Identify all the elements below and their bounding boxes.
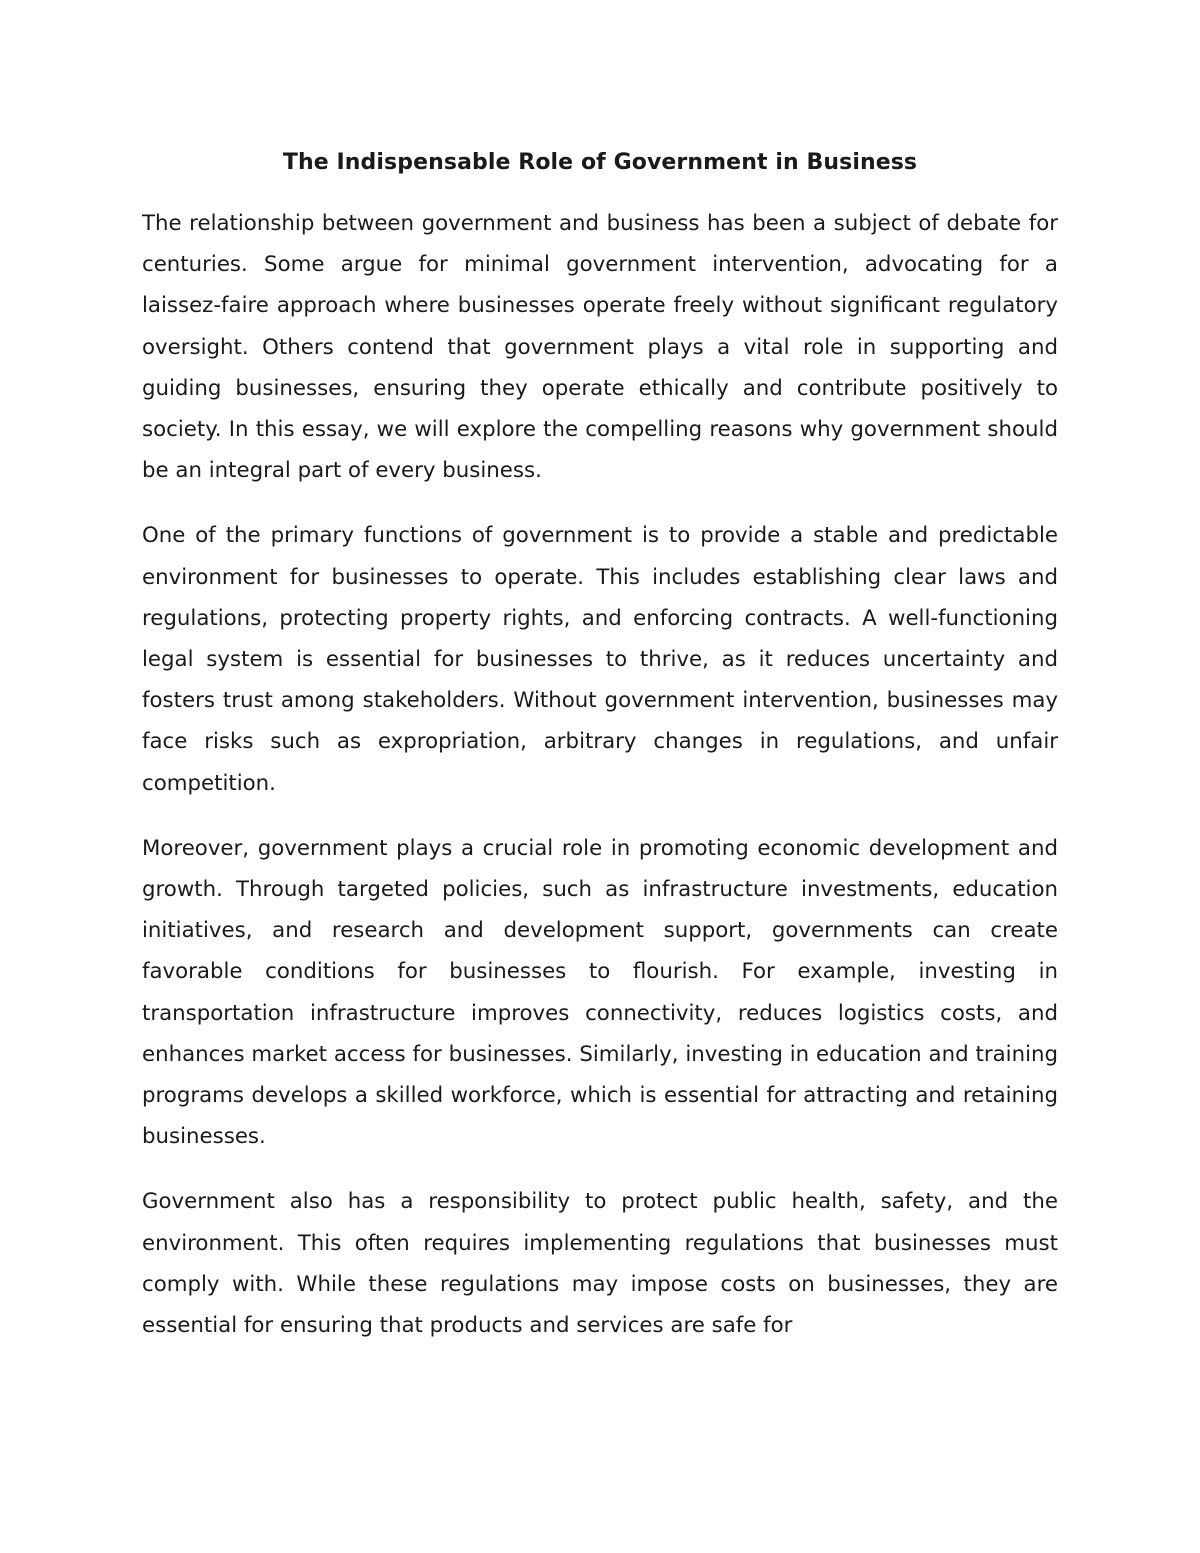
paragraph-4: Government also has a responsibility to protect public health, safety, and the environment. This often requires implementing regulations that businesses must comply with. While these regulations may impose costs on businesses, they are essential for ensuring that products and services are safe for: [142, 1189, 1058, 1339]
document-body: [142, 146, 1058, 1370]
paragraph-2: One of the primary functions of government is to provide a stable and predictable environment for businesses to operate. This includes establishing clear laws and regulations, protecting property rights, and enforcing contracts. A well-functioning legal system is essential for businesses to thrive, as it reduces uncertainty and fosters trust among stakeholders. Without government intervention, businesses may face risks such as expropriation, arbitrary changes in regulations, and unfair competition.: [142, 523, 1058, 796]
paragraph-1: The relationship between government and business has been a subject of debate for centuries. Some argue for minimal government intervention, advocating for a laissez-faire approach where businesses operate freely without significant regulatory oversight. Others contend that government plays a vital role in supporting and guiding businesses, ensuring they operate ethically and contribute positively to society. In this essay, we will explore the compelling reasons why government should be an integral part of every business.: [142, 211, 1058, 484]
document-title: The Indispensable Role of Government in Business: [282, 150, 918, 175]
paragraph-3: Moreover, government plays a crucial role in promoting economic development and growth. Through targeted policies, such as infrastructure investments, education initiatives, and research and development support, governments can create favorable conditions for businesses to flourish. For example, investing in transportation infrastructure improves connectivity, reduces logistics costs, and enhances market access for businesses. Similarly, investing in education and training programs develops a skilled workforce, which is essential for attracting and retaining businesses.: [142, 835, 1058, 1150]
